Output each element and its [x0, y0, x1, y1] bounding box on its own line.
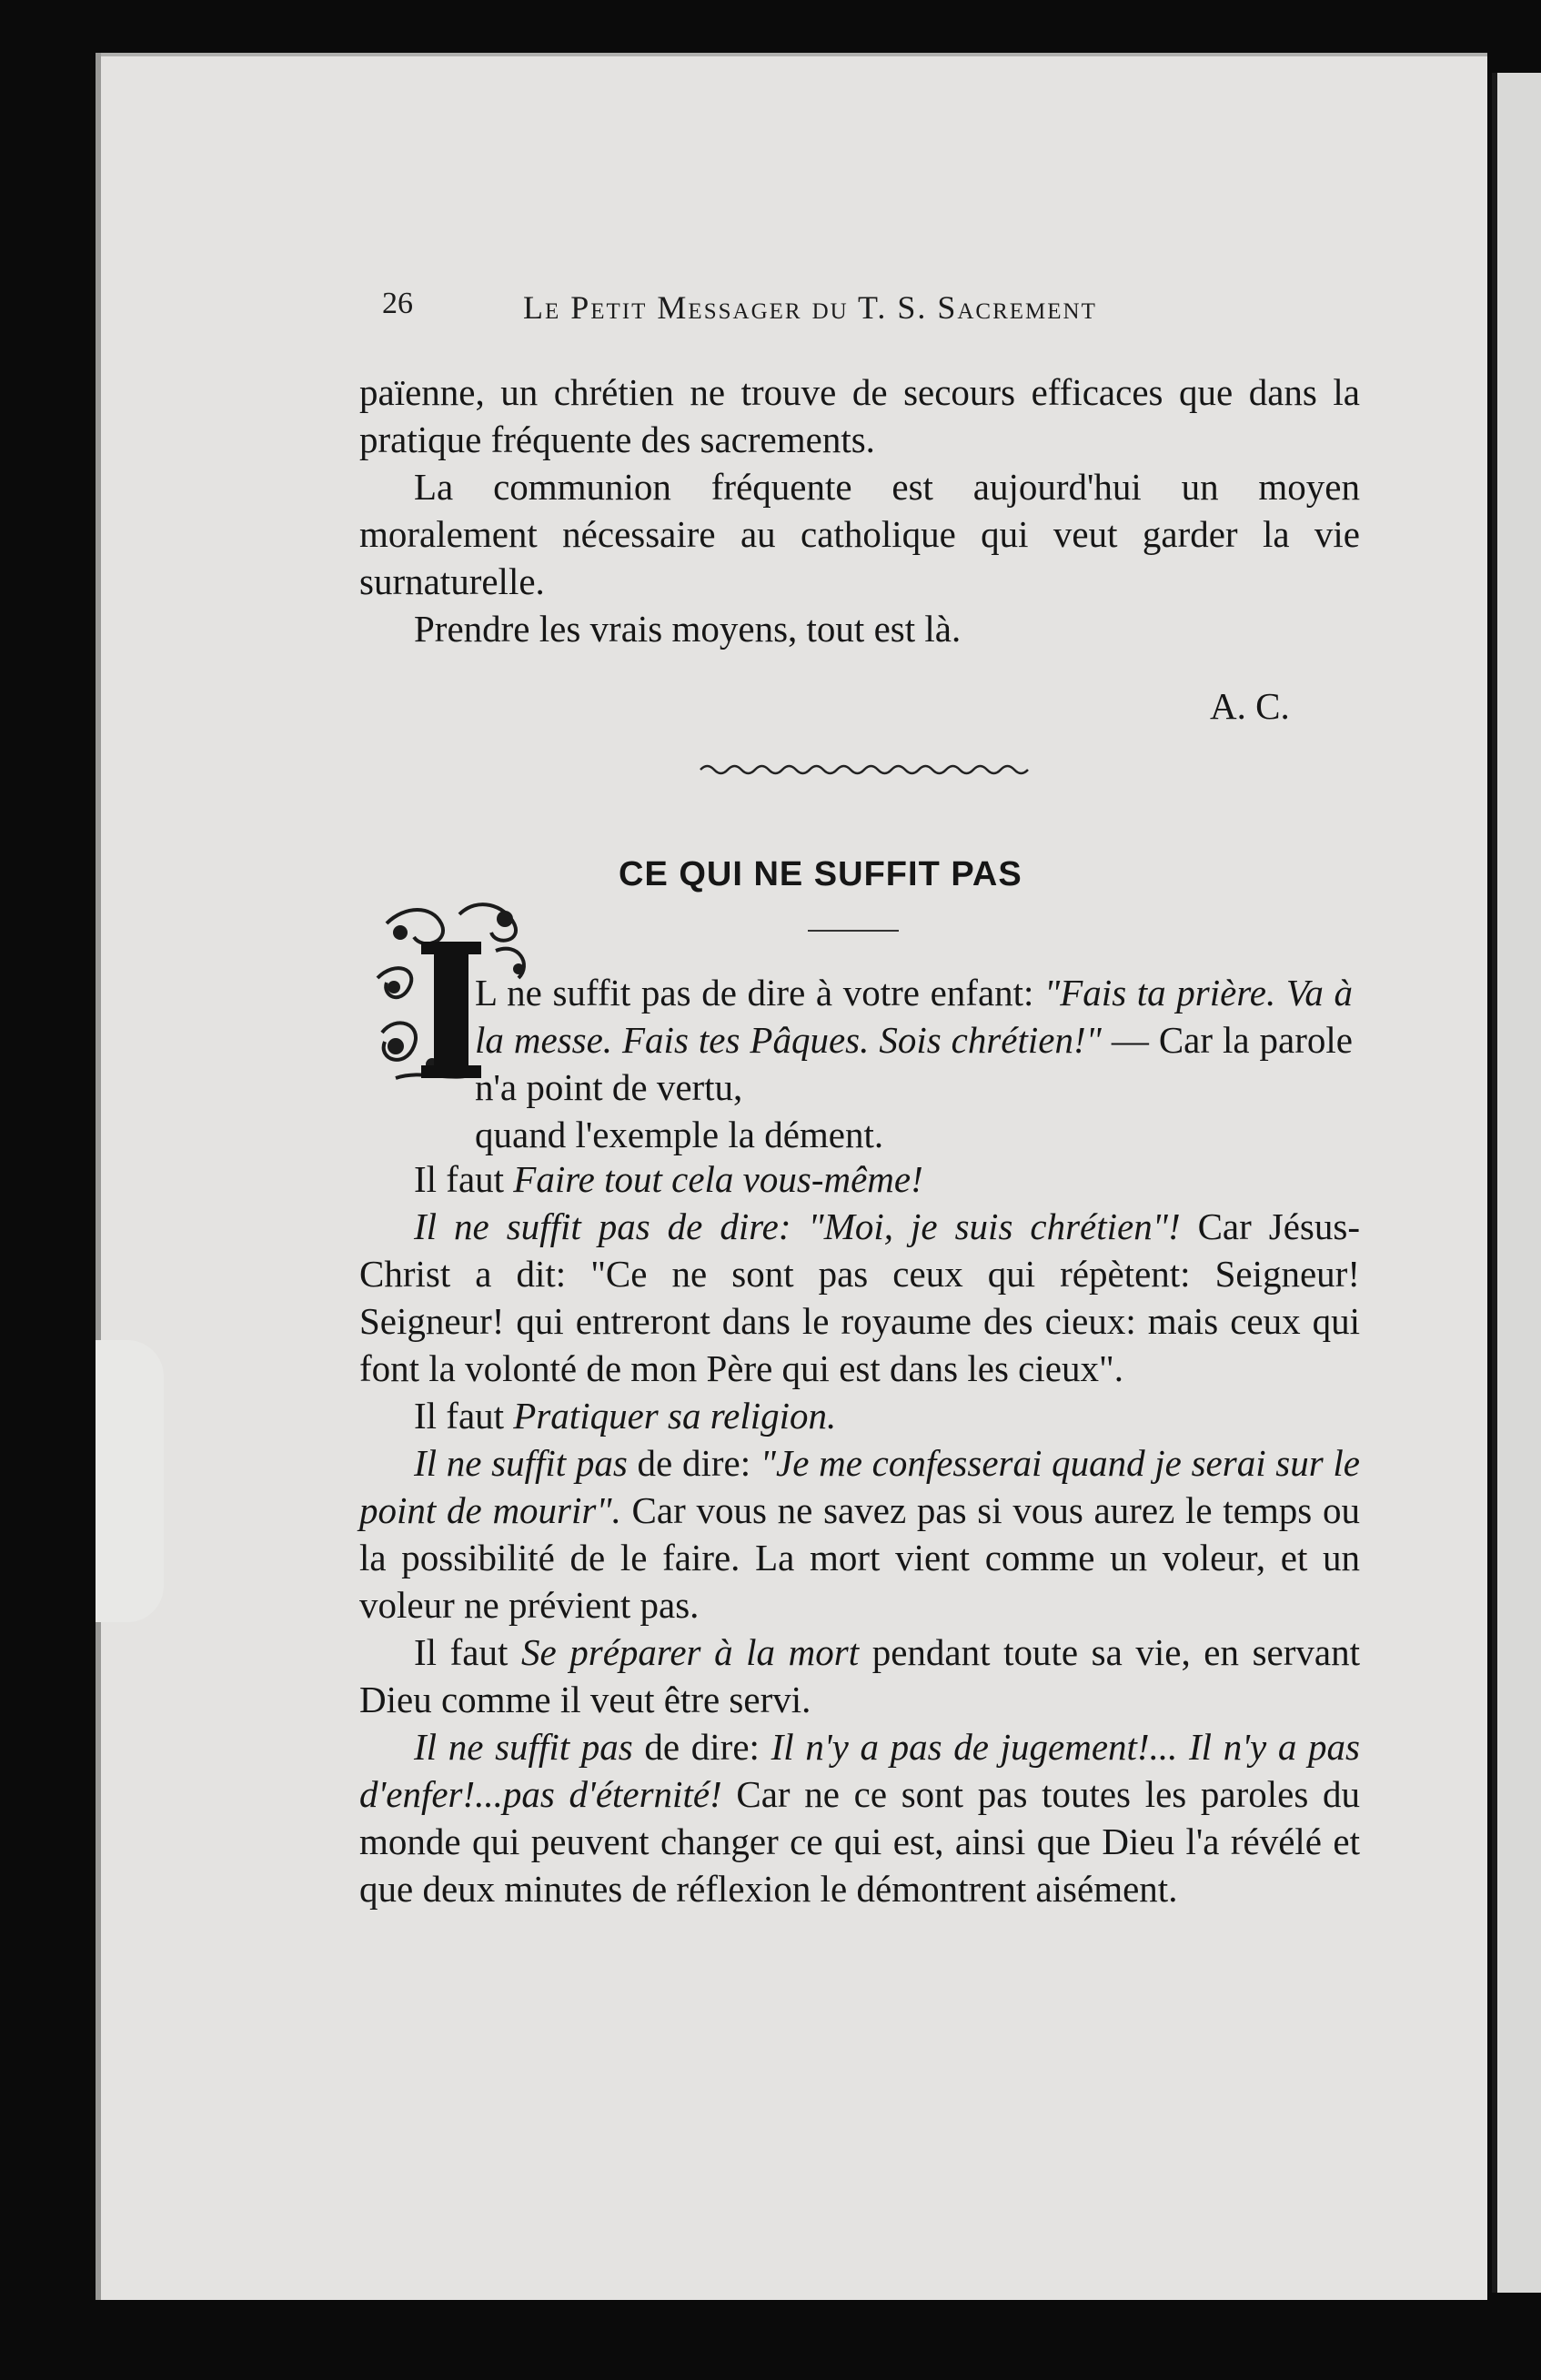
body-paragraph-1: [359, 1155, 1360, 1203]
next-page-edge: [1492, 73, 1541, 2293]
wavy-ornament-rule: [700, 761, 1028, 779]
p2-emphasis: Il ne suffit pas de dire: "Moi, je suis chrétien"!: [414, 1205, 1181, 1247]
p2-text: Car Jésus-Christ a dit: "Ce ne sont pas ceux qui répètent: Seigneur! Seigneur! qui entreront dans le royaume des cieux: mais ceux qui font la volonté de mon Père qui est dans les cieux".: [359, 1205, 1360, 1389]
page-number: 26: [382, 287, 413, 320]
p4-emphasis: Il ne suffit pas: [414, 1442, 628, 1484]
section-title: CE QUI NE SUFFIT PAS: [619, 855, 1022, 893]
p4-text-b: Car vous ne savez pas si vous aurez le temps ou la possibilité de le faire. La mort vient comme un voleur, et un voleur ne prévient pas.: [359, 1489, 1360, 1626]
page-header: [382, 287, 1219, 341]
p6-quote: Il n'y a pas de jugement!... Il n'y a pas d'enfer!...pas d'éternité!: [359, 1726, 1360, 1815]
opening-paragraph: [475, 969, 1353, 1111]
p5-emphasis: Se préparer à la mort: [520, 1631, 860, 1673]
intro-paragraph-1: païenne, un chrétien ne trouve de secours efficaces que dans la pratique fréquente des sacrements.: [359, 371, 1360, 460]
intro-paragraph-2: La communion fréquente est aujourd'hui un moyen moralement nécessaire au catholique qui veut garder la vie surnaturelle.: [359, 466, 1360, 602]
body-paragraph-6: [359, 1723, 1360, 1912]
p6-text-a: de dire:: [632, 1726, 771, 1768]
p3-text: Il faut: [414, 1395, 514, 1437]
p3-emphasis: Pratiquer sa religion.: [513, 1395, 837, 1437]
p6-emphasis: Il ne suffit pas: [414, 1726, 633, 1768]
opening-tail: quand l'exemple la dément.: [475, 1114, 884, 1155]
opening-text-a: L ne suffit pas de dire à votre enfant:: [475, 972, 1045, 1014]
opening-quote: "Fais ta prière. Va à la messe. Fais tes Pâques. Sois chrétien!": [475, 972, 1353, 1061]
p6-text-b: Car ne ce sont pas toutes les paroles du monde qui peuvent changer ce qui est, ainsi que Dieu l'a révélé et que deux minutes de réflexion le démontrent aisément.: [359, 1773, 1361, 1910]
title-rule: [808, 930, 899, 932]
body-paragraph-2: [359, 1203, 1360, 1392]
p1-emphasis: Faire tout cela vous-même!: [513, 1158, 923, 1200]
p5-text-b: pendant toute sa vie, en servant Dieu comme il veut être servi.: [359, 1631, 1360, 1720]
p5-text-a: Il faut: [414, 1631, 521, 1673]
p4-text-a: de dire:: [627, 1442, 760, 1484]
body-paragraph-3: [359, 1392, 1360, 1439]
intro-text: [359, 368, 1360, 652]
opening-text-c: — Car la parole n'a point de vertu,: [475, 1019, 1353, 1108]
running-head: Le Petit Messager du T. S. Sacrement: [523, 289, 1097, 326]
intro-paragraph-3: Prendre les vrais moyens, tout est là.: [414, 608, 962, 650]
p1-text: Il faut: [414, 1158, 514, 1200]
page-tab: [96, 1340, 164, 1622]
body-paragraph-4: [359, 1439, 1360, 1629]
signature: A. C.: [1210, 685, 1290, 727]
body-paragraph-5: [359, 1629, 1360, 1723]
p4-quote: "Je me confesserai quand je serai sur le point de mourir".: [359, 1442, 1360, 1531]
main-body: [359, 1155, 1360, 1912]
